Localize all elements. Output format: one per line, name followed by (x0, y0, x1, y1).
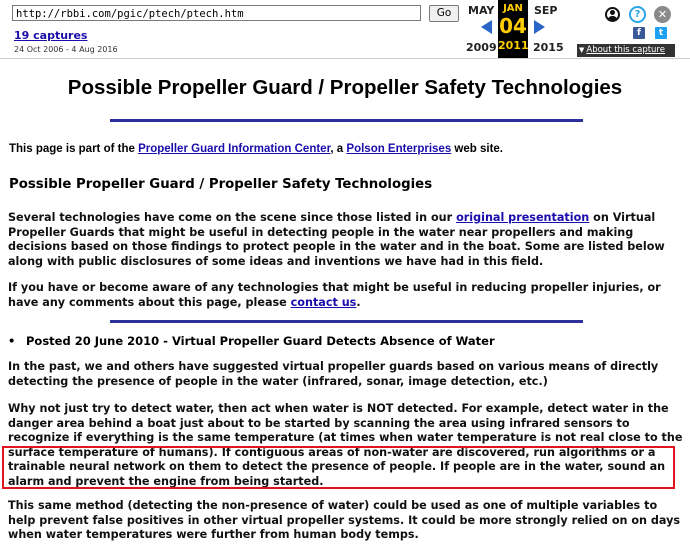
posted-entry-heading (8, 334, 495, 348)
why-paragraph: Why not just try to detect water, then act when water is NOT detected. For example, detect water in the danger area behind a boat just about to be started by scanning the area using infrared sensors to recognize if everything is the same temperature (at times when water temperature is not real close to the surface temperature of humans). If contiguous areas of non-water are discovered, run algorithms or a trainable neural network on them to detect the presence of people. If people are in the water, sound an alarm and prevent the engine from being started. (8, 402, 683, 488)
intro-paragraph (8, 211, 686, 269)
current-day: 04 (499, 14, 527, 38)
next-month-label[interactable]: SEP (534, 4, 558, 17)
close-icon[interactable]: ✕ (654, 6, 671, 23)
same-method-paragraph: This same method (detecting the non-presence of water) could be used as one of multiple variables to help prevent false positives in other virtual propeller systems. It could be more strongly relied on on days when water temperatures were further from human body temps. (8, 499, 681, 542)
original-presentation-link[interactable]: original presentation (456, 211, 590, 224)
site-membership-line (9, 143, 503, 155)
facebook-icon[interactable]: f (633, 27, 645, 39)
propeller-guard-info-center-link[interactable]: Propeller Guard Information Center (138, 143, 331, 155)
polson-enterprises-link[interactable]: Polson Enterprises (346, 143, 452, 155)
prev-month-label[interactable]: MAY (468, 4, 495, 17)
highlight-annotation-box (2, 446, 675, 489)
current-year: 2011 (498, 39, 529, 52)
contact-paragraph (8, 281, 686, 310)
next-year-label[interactable]: 2015 (533, 41, 564, 54)
past-paragraph: In the past, we and others have suggested virtual propeller guards based on various means of directly detecting the presence of people in the water (infrared, sonar, image detection, etc.) (8, 360, 659, 388)
next-capture-arrow-icon[interactable] (534, 20, 545, 34)
wayback-toolbar (0, 0, 690, 59)
intro-prefix: Several technologies have come on the scene since those listed in our (8, 211, 457, 224)
contact-prefix: If you have or become aware of any technologies that might be useful in reducing propeller injuries, or have any comments about this page, please (8, 281, 661, 309)
current-capture-date (498, 0, 528, 58)
divider (110, 320, 583, 323)
prev-capture-arrow-icon[interactable] (481, 20, 492, 34)
current-month: JAN (503, 3, 523, 14)
part-of-suffix: web site. (451, 143, 503, 155)
contact-us-link[interactable]: contact us (290, 295, 357, 309)
help-icon[interactable]: ? (629, 6, 646, 23)
posted-entry-title: Posted 20 June 2010 - Virtual Propeller Guard Detects Absence of Water (26, 334, 495, 348)
contact-suffix: . (356, 295, 361, 309)
about-capture-button[interactable] (577, 44, 675, 57)
about-capture-label: About this capture (586, 45, 665, 55)
chevron-down-icon: ▼ (579, 46, 585, 54)
captures-link[interactable]: 19 captures (14, 29, 88, 42)
part-of-prefix: This page is part of the (9, 143, 139, 155)
part-of-mid: , a (330, 143, 347, 155)
prev-year-label[interactable]: 2009 (466, 41, 497, 54)
intro-suffix: on Virtual Propeller Guards that might be useful in detecting people in the water near propellers and making decisions based on those findings to protect people in the water and in the boat. Some are listed below along with public disclosures of some ideas and inventions we have had in this field. (8, 211, 665, 268)
twitter-icon[interactable]: t (655, 27, 667, 39)
go-button[interactable]: Go (429, 5, 459, 22)
bullet-icon: • (8, 334, 16, 348)
capture-date-range: 24 Oct 2006 - 4 Aug 2016 (14, 45, 118, 54)
section-title: Possible Propeller Guard / Propeller Safety Technologies (9, 177, 433, 192)
url-input[interactable]: http://rbbi.com/pgic/ptech/ptech.htm (12, 5, 421, 21)
page-title: Possible Propeller Guard / Propeller Safety Technologies (67, 76, 623, 99)
user-icon[interactable] (605, 7, 620, 22)
divider (110, 119, 583, 122)
